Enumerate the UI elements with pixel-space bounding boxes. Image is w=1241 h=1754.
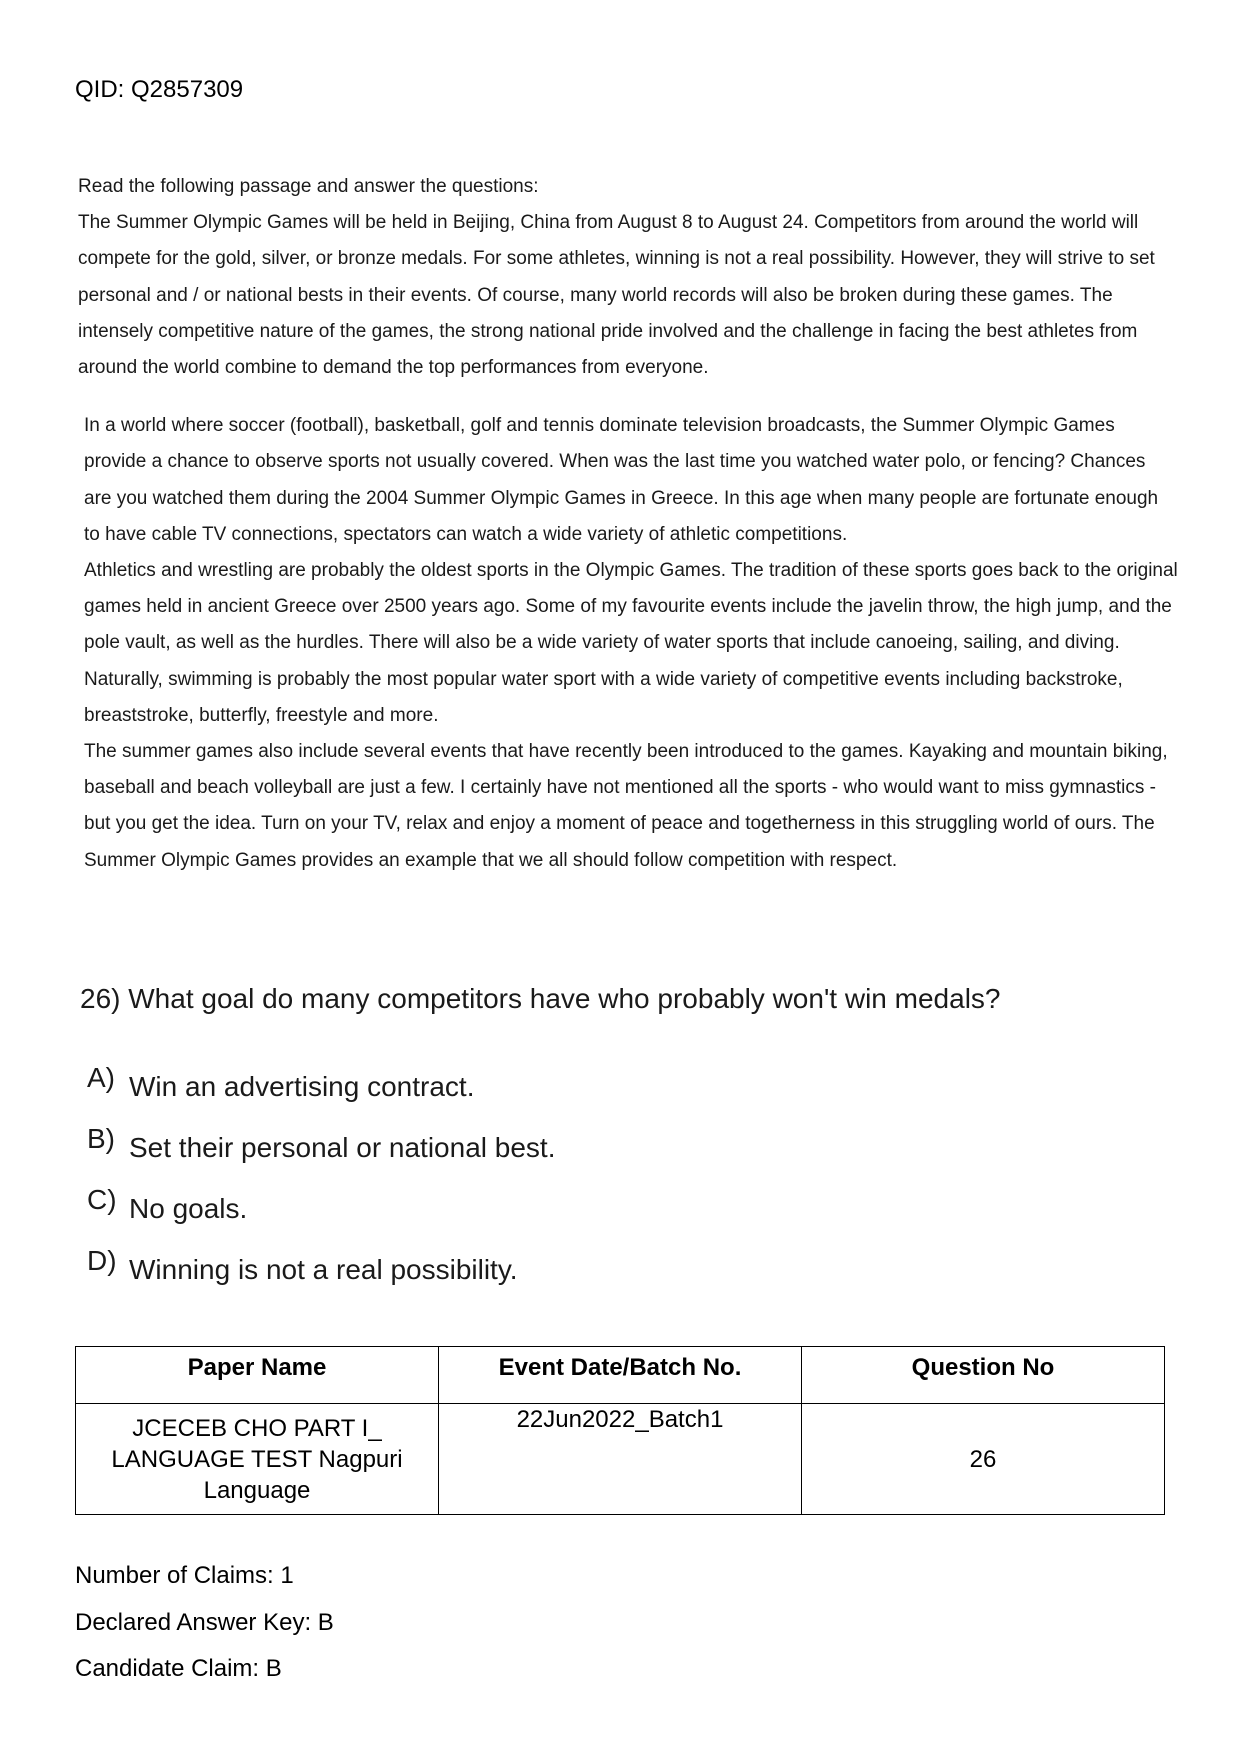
reading-passage bbox=[78, 169, 1178, 879]
number-of-claims: Number of Claims: 1 bbox=[75, 1562, 294, 1589]
option-text: No goals. bbox=[129, 1193, 248, 1224]
claims-summary bbox=[75, 1553, 334, 1693]
paper-name-line: Language bbox=[203, 1476, 311, 1504]
question-text: 26) What goal do many competitors have who probably won't win medals? bbox=[80, 983, 1001, 1014]
option-c bbox=[87, 1184, 555, 1251]
question-meta-table bbox=[75, 1346, 1165, 1515]
paper-name-line: JCECEB CHO PART I_ bbox=[132, 1414, 382, 1442]
table-header-row bbox=[76, 1347, 1165, 1404]
header-paper-name: Paper Name bbox=[76, 1347, 439, 1404]
passage-paragraph-3: Athletics and wrestling are probably the oldest sports in the Olympic Games. The tradition of these sports goes back to the original games held in ancient Greece over 2500 years ago. Some of my favourite events include the javelin throw, the high jump, and the pole vault, as well as the hurdles. There will also be a wide variety of water sports that include canoeing, sailing, and diving. Naturally, swimming is probably the most popular water sport with a wide variety of competitive events including backstroke, breaststroke, butterfly, freestyle and more. bbox=[84, 560, 1178, 726]
declared-answer-key: Declared Answer Key: B bbox=[75, 1608, 334, 1636]
paper-name-line: LANGUAGE TEST Nagpuri bbox=[111, 1445, 403, 1473]
question-id: QID: Q2857309 bbox=[75, 76, 244, 103]
passage-paragraph-1: The Summer Olympic Games will be held in Beijing, China from August 8 to August 24. Competitors from around the world will compete for the gold, silver, or bronze medals. For some athletes, winning is not a real possibility. However, they will strive to set personal and / or national bests in their events. Of course, many world records will also be broken during these games. The intensely competitive nature of the games, the strong national pride involved and the challenge in facing the best athletes from around the world combine to demand the top performances from everyone. bbox=[78, 212, 1155, 379]
option-letter: D) bbox=[87, 1245, 117, 1276]
option-text: Winning is not a real possibility. bbox=[129, 1254, 518, 1285]
option-letter: A) bbox=[87, 1062, 115, 1093]
header-event-date: Event Date/Batch No. bbox=[439, 1347, 802, 1404]
answer-options bbox=[87, 1062, 556, 1312]
option-a bbox=[87, 1062, 555, 1129]
cell-event-date bbox=[439, 1404, 802, 1515]
option-text: Set their personal or national best. bbox=[129, 1132, 556, 1163]
candidate-claim: Candidate Claim: B bbox=[75, 1655, 282, 1682]
option-b bbox=[87, 1123, 556, 1190]
header-question-no: Question No bbox=[802, 1347, 1165, 1404]
cell-question-no: 26 bbox=[802, 1404, 1165, 1515]
option-letter: C) bbox=[87, 1184, 117, 1215]
option-text: Win an advertising contract. bbox=[129, 1071, 475, 1102]
passage-intro: Read the following passage and answer the questions: bbox=[78, 176, 539, 197]
event-date-value: 22Jun2022_Batch1 bbox=[516, 1406, 724, 1433]
table-row bbox=[76, 1404, 1165, 1515]
cell-paper-name bbox=[76, 1404, 439, 1515]
passage-paragraph-4: The summer games also include several events that have recently been introduced to the games. Kayaking and mountain biking, baseball and beach volleyball are just a few. I certainly have not mentioned all the sports - who would want to miss gymnastics - but you get the idea. Turn on your TV, relax and enjoy a moment of peace and togetherness in this struggling world of ours. The Summer Olympic Games provides an example that we all should follow competition with respect. bbox=[84, 741, 1168, 871]
option-letter: B) bbox=[87, 1123, 115, 1154]
option-d bbox=[87, 1245, 555, 1312]
passage-paragraph-2: In a world where soccer (football), basketball, golf and tennis dominate television broadcasts, the Summer Olympic Games provide a chance to observe sports not usually covered. When was the last time you watched water polo, or fencing? Chances are you watched them during the 2004 Summer Olympic Games in Greece. In this age when many people are fortunate enough to have cable TV connections, spectators can watch a wide variety of athletic competitions. bbox=[84, 415, 1159, 545]
